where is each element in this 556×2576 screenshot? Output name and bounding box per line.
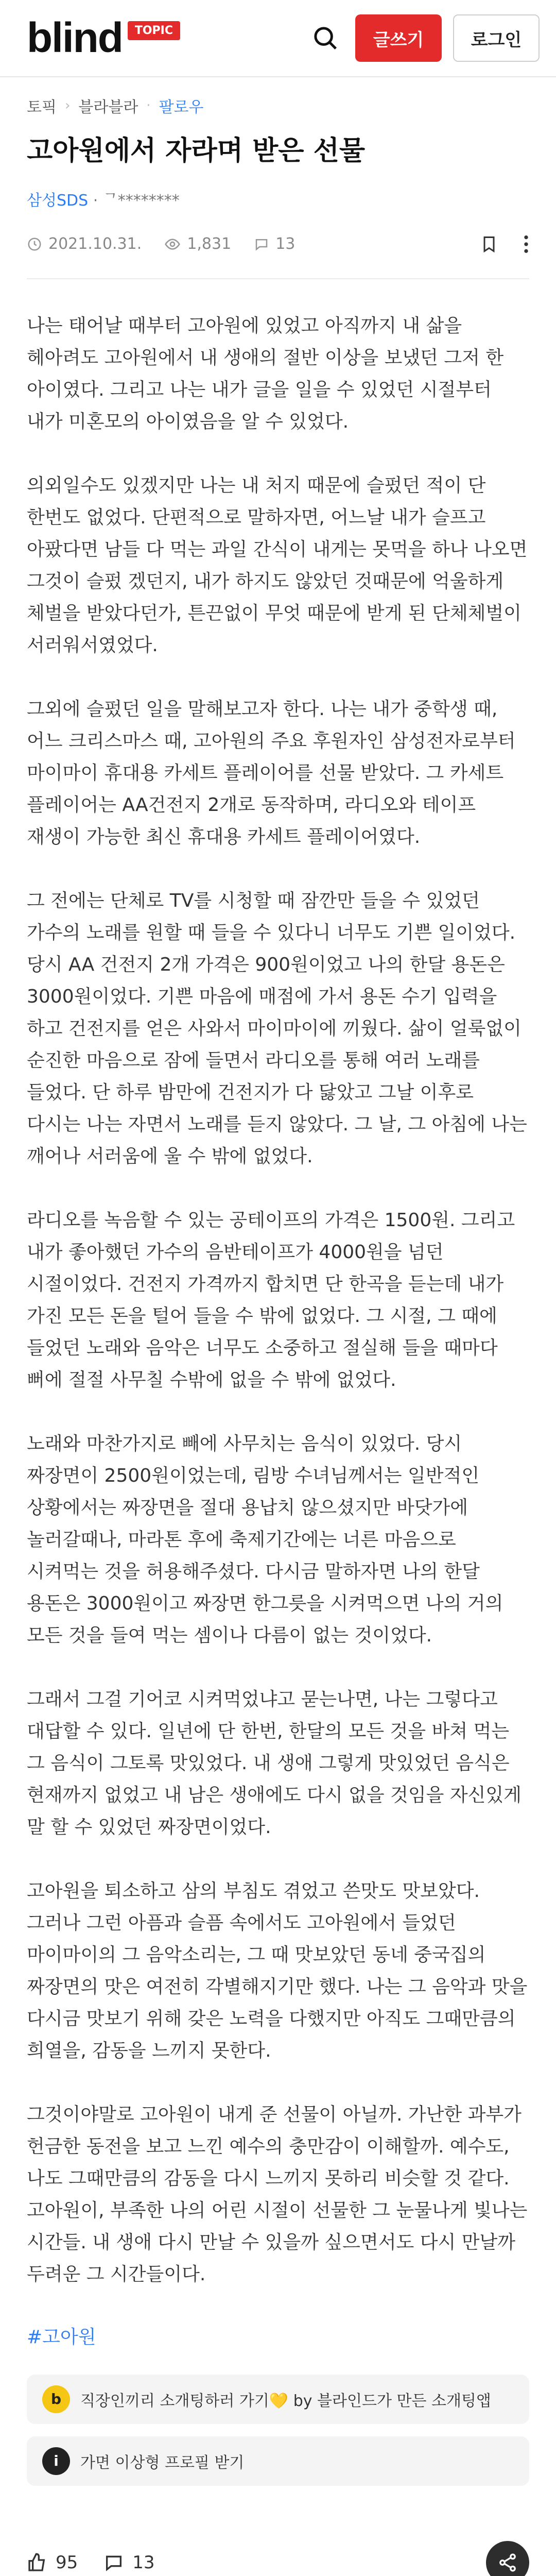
more-options-icon[interactable] — [523, 234, 529, 255]
post-comment-count — [254, 235, 295, 253]
banner-text: 직장인끼리 소개팅하러 가기💛 by 블라인드가 만든 소개팅앱 — [80, 2392, 491, 2410]
post-paragraph: 그래서 그걸 기어코 시켜먹었냐고 묻는나면, 나는 그렇다고 대답할 수 있다. 일년에 단 한번, 한달의 모든 것을 바쳐 먹는 그 음식이 그토록 맛있었다. 내 생애 그렇게 맛있었던 음식은 현재까지 없었고 내 남은 생애에도 다시 없을 것임을 자신있게 말 할 수 있었던 짜장면이었다. — [27, 1688, 522, 1838]
dating-app-banner[interactable] — [27, 2375, 529, 2424]
like-count: 95 — [56, 2552, 78, 2573]
comment-icon — [103, 2552, 124, 2573]
post-paragraph: 나는 태어날 때부터 고아원에 있었고 아직까지 내 삶을 헤아려도 고아원에서 내 생애의 절반 이상을 보냈던 그저 한 아이였다. 그리고 나는 내가 글을 일을 수 있었던 시절부터 내가 미혼모의 아이였음을 알 수 있었다. — [27, 315, 504, 432]
topic-tag: TOPIC — [128, 21, 180, 40]
bookmark-icon[interactable] — [480, 234, 498, 255]
banner-text: 가면 이상형 프로필 받기 — [80, 2453, 245, 2472]
page-title: 고아원에서 자라며 받은 선물 — [27, 135, 366, 166]
top-header — [0, 0, 556, 77]
chevron-right-icon: › — [64, 98, 71, 113]
post-paragraph: 그 전에는 단체로 TV를 시청할 때 잠깐만 들을 수 있었던 가수의 노래를 원할 때 들을 수 있다니 너무도 기쁜 일이었다. 당시 AA 건전지 2개 가격은 900원이었고 나의 한달 용돈은 3000원이었다. 기쁜 마음에 매점에 가서 용돈 수기 입력을 하고 건전지를 얻은 사와서 마이마이에 끼웠다. 삶이 얼룩없이 순진한 마음으로 잠에 들면서 라디오를 통해 여러 노래를 들었다. 단 하루 밤만에 건전지가 다 닳았고 그날 이후로 다시는 나는 자면서 노래를 듣지 않았다. 그 날, 그 아침에 나는 깨어나 서러움에 울 수 밖에 없었다. — [27, 890, 527, 1167]
comment-action[interactable] — [103, 2552, 154, 2573]
clock-icon — [27, 236, 42, 252]
like-button[interactable] — [27, 2552, 78, 2573]
post-paragraph: 의외일수도 있겠지만 나는 내 처지 때문에 슬펐던 적이 단 한번도 없었다. 단편적으로 말하자면, 어느날 내가 슬프고 아팠다면 남들 다 먹는 과일 간식이 내게는 못먹을 하나 나오면 그것이 슬펐 겠던지, 내가 하지도 않았던 것때문에 억울하게 체벌을 받았다던가, 튼끈없이 무엇 때문에 받게 된 단체체벌이 서러워서였었다. — [27, 474, 528, 656]
search-icon[interactable] — [307, 20, 344, 57]
header-actions — [307, 14, 540, 62]
post-actions — [0, 2539, 556, 2576]
breadcrumb-topic[interactable]: 토픽 — [27, 98, 57, 116]
post-paragraph: 고아원을 퇴소하고 삼의 부침도 겪었고 쓴맛도 맛보았다. 그러나 그런 아픔과 슬픔 속에서도 고아원에서 들었던 마이마이의 그 음악소리는, 그 때 맛보았던 동네 중국집의 짜장면의 맛은 여전히 각별해지기만 했다. 나는 그 음악과 맛을 다시금 맛보기 위해 갖은 노력을 다했지만 아직도 그때만큼의 희열을, 감동을 느끼지 못한다. — [27, 1880, 528, 2061]
dot-separator: · — [146, 98, 151, 113]
post-views-text: 1,831 — [187, 235, 232, 253]
post-paragraph: 노래와 마찬가지로 빼에 사무치는 음식이 있었다. 당시 짜장면이 2500원이었는데, 림방 수녀님께서는 일반적인 상황에서는 짜장면을 절대 용납치 않으셨지만 바닷가에 놀러갈때나, 마라톤 후에 축제기간에는 너른 마음으로 시켜먹는 것을 허용해주셨다. 다시금 말하자면 나의 한달 용돈은 3000원이고 짜장면 한그릇을 시켜먹으면 나의 거의 모든 것을 들여 먹는 셈이나 다름이 없는 것이었다. — [27, 1433, 503, 1646]
post-body — [0, 310, 556, 2291]
post-paragraph: 라디오를 녹음할 수 있는 공테이프의 가격은 1500원. 그리고 내가 좋아했던 가수의 음반테이프가 4000원을 넘던 시절이었다. 건전지 가격까지 합치면 단 한곡을 듣는데 내가 가진 모든 돈을 털어 들을 수 밖에 없었다. 그 시절, 그 때에 들었던 노래와 음악은 너무도 소중하고 절실해 들을 때마다 뻐에 절절 사무칠 수밖에 없을 수 밖에 없었다. — [27, 1209, 515, 1391]
blind-b-icon: b — [42, 2385, 70, 2413]
write-button[interactable]: 글쓰기 — [355, 14, 442, 62]
post-comment-count-text: 13 — [275, 235, 296, 253]
logo-group[interactable] — [27, 14, 180, 61]
author-company[interactable]: 삼성SDS — [27, 191, 89, 210]
follow-button[interactable]: 팔로우 — [159, 98, 204, 116]
post-meta-actions — [480, 234, 529, 255]
hashtag-link[interactable]: #고아원 — [27, 2326, 96, 2348]
comment-action-count: 13 — [132, 2552, 155, 2573]
post-author — [0, 188, 556, 210]
profile-banner[interactable] — [27, 2436, 529, 2486]
post-meta — [0, 229, 556, 260]
post-date-text: 2021.10.31. — [48, 235, 142, 253]
post-paragraph: 그외에 슬펐던 일을 말해보고자 한다. 나는 내가 중학생 때, 어느 크리스마스 때, 고아원의 주요 후원자인 삼성전자로부터 마이마이 휴대용 카세트 플레이어를 선물 받았다. 그 카세트 플레이어는 AA건전지 2개로 동작하며, 라디오와 테이프 재생이 가능한 최신 휴대용 카세트 플레이어였다. — [27, 698, 516, 848]
post-views — [164, 235, 231, 253]
post-date — [27, 235, 142, 253]
divider — [27, 278, 529, 279]
post-paragraph: 그것이야말로 고아원이 내게 준 선물이 아닐까. 가난한 과부가 헌금한 동전을 보고 느낀 예수의 충만감이 이해할까. 예수도, 나도 그때만큼의 감동을 다시 느끼지 못하리 비슷할 것 같다. 고아원이, 부족한 나의 어린 시절이 선물한 그 눈물나게 빛나는 시간들. 내 생애 다시 만날 수 있을까 싶으면서도 다시 만날까 두려운 그 시간들이다. — [27, 2104, 528, 2285]
eye-icon — [164, 236, 181, 252]
thumbs-up-icon — [27, 2552, 47, 2573]
login-button[interactable]: 로그인 — [453, 14, 540, 62]
info-icon: i — [42, 2447, 70, 2475]
author-name: · ᄀ******** — [88, 191, 180, 210]
breadcrumb — [0, 77, 556, 134]
share-icon — [497, 2552, 518, 2573]
blind-logo[interactable]: blind — [27, 14, 123, 61]
share-button[interactable] — [486, 2541, 529, 2576]
comment-icon — [254, 236, 269, 252]
breadcrumb-blabla[interactable]: 블라블라 — [78, 98, 138, 116]
